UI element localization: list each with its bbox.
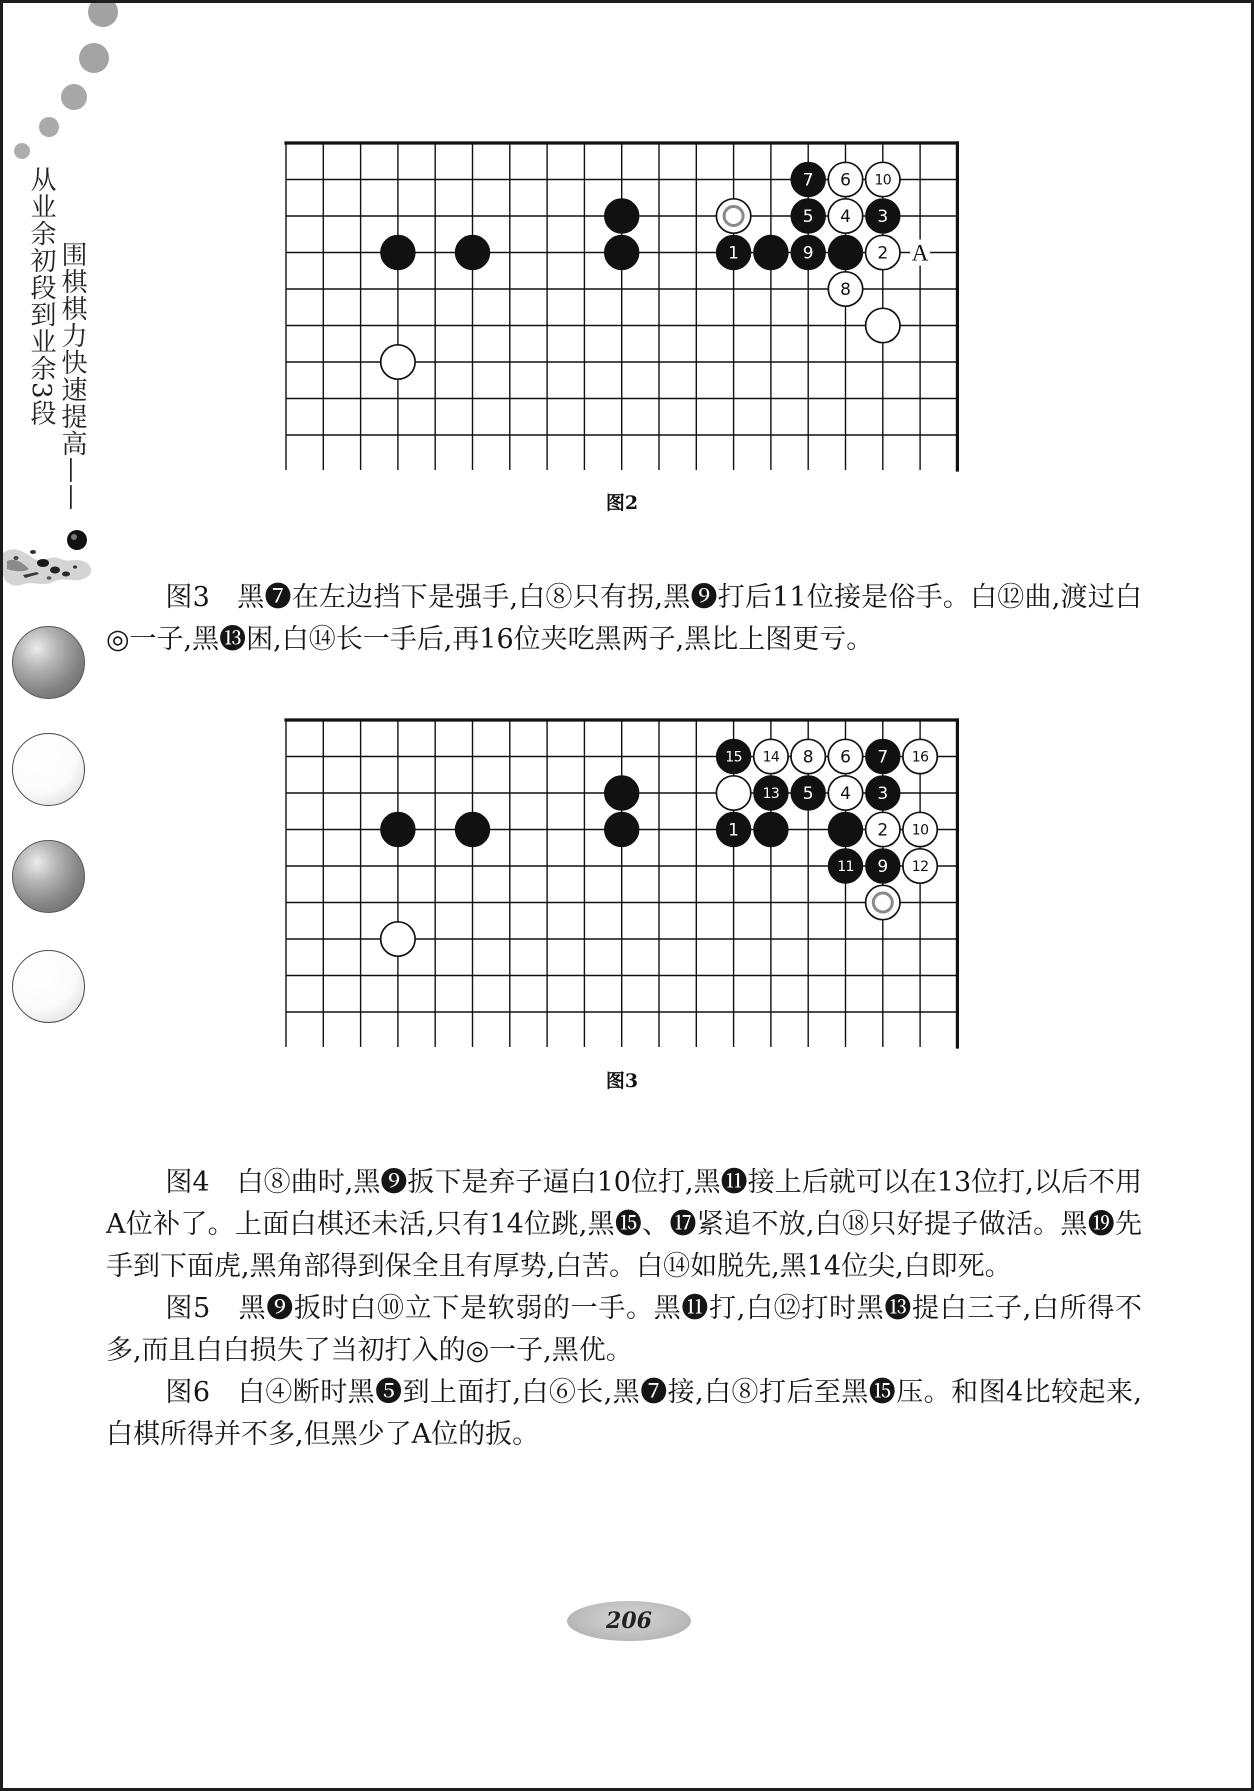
white-stone-6 bbox=[828, 739, 862, 773]
stone-move-number: 15 bbox=[725, 749, 742, 766]
black-stone bbox=[754, 235, 788, 269]
white-stone bbox=[381, 922, 415, 956]
white-stone bbox=[381, 345, 415, 379]
stone-move-number: 10 bbox=[911, 822, 929, 839]
black-stone-5 bbox=[791, 199, 825, 233]
board-label-text: A bbox=[911, 240, 929, 266]
stone-move-number: 8 bbox=[840, 280, 851, 301]
stone-move-number: 2 bbox=[877, 820, 889, 841]
white-stone-16 bbox=[903, 739, 937, 773]
black-stone-7 bbox=[791, 162, 825, 196]
black-stone bbox=[828, 812, 862, 846]
stone-move-number: 3 bbox=[877, 207, 889, 228]
page-number-badge bbox=[567, 1601, 691, 1641]
stone-move-number: 6 bbox=[840, 170, 851, 191]
white-stone-6 bbox=[828, 162, 862, 196]
stone-move-number: 1 bbox=[728, 820, 740, 841]
stone-move-number: 5 bbox=[802, 207, 814, 228]
stone-move-number: 7 bbox=[877, 747, 889, 768]
white-stone-10 bbox=[903, 812, 937, 846]
decorative-dot bbox=[39, 117, 59, 137]
body-text-top bbox=[106, 577, 1142, 661]
white-stone-10 bbox=[866, 162, 900, 196]
white-stone-2 bbox=[866, 235, 900, 269]
decorative-dot bbox=[14, 143, 30, 159]
black-stone-3 bbox=[866, 776, 900, 810]
white-stone bbox=[866, 308, 900, 342]
white-stone-8 bbox=[828, 272, 862, 306]
white-stone-12 bbox=[903, 849, 937, 883]
decorative-white-stone bbox=[12, 950, 85, 1023]
black-stone bbox=[605, 235, 639, 269]
white-stone-marked bbox=[866, 885, 900, 919]
page-number: 206 bbox=[606, 1608, 652, 1634]
paragraph-fig6: 图6 白④断时黑❺到上面打,白⑥长,黑❼接,白⑧打后至黑⓯压。和图4比较起来,白棋所得并不多,但黑少了A位的扳。 bbox=[106, 1377, 1142, 1450]
stone-move-number: 9 bbox=[877, 857, 889, 878]
black-stone-9 bbox=[866, 849, 900, 883]
go-diagram-fig2 bbox=[266, 123, 978, 483]
black-stone bbox=[455, 235, 489, 269]
stone-move-number: 13 bbox=[762, 786, 780, 803]
black-stone bbox=[381, 235, 415, 269]
stone-move-number: 1 bbox=[728, 243, 740, 264]
stone-move-number: 8 bbox=[802, 747, 814, 768]
white-stone-8 bbox=[791, 739, 825, 773]
white-stone-marked bbox=[716, 199, 750, 233]
stone-move-number: 16 bbox=[911, 749, 929, 766]
stone-move-number: 12 bbox=[911, 859, 929, 876]
decorative-gray-stone bbox=[12, 626, 85, 699]
black-stone bbox=[828, 235, 862, 269]
black-stone-5 bbox=[791, 776, 825, 810]
decorative-white-stone bbox=[12, 733, 85, 806]
decorative-dots bbox=[3, 3, 128, 168]
diagram-caption-fig3: 图3 bbox=[605, 1070, 639, 1092]
stone-move-number: 11 bbox=[837, 859, 854, 876]
white-stone-2 bbox=[866, 812, 900, 846]
black-stone-1 bbox=[716, 812, 750, 846]
go-diagram-fig3 bbox=[266, 700, 978, 1060]
stone-move-number: 4 bbox=[840, 784, 851, 805]
white-stone-4 bbox=[828, 199, 862, 233]
paragraph-fig4: 图4 白⑧曲时,黑❾扳下是弃子逼白10位打,黑⓫接上后就可以在13位打,以后不用A位补了。上面白棋还未活,只有14位跳,黑⓯、⓱紧追不放,白⑱只好提子做活。黑⓳先手到下面虎,黑角部得到保全且有厚势,白苦。白⑭如脱先,黑14位尖,白即死。 bbox=[106, 1167, 1142, 1282]
black-stone-1 bbox=[716, 235, 750, 269]
black-stone bbox=[605, 199, 639, 233]
series-title: 围棋棋力快速提高—— bbox=[57, 241, 87, 511]
black-stone bbox=[605, 812, 639, 846]
stone-move-number: 14 bbox=[762, 749, 780, 766]
book-title: 从业余初段到业余3段 bbox=[26, 166, 56, 427]
stone-move-number: 3 bbox=[877, 784, 889, 805]
stone-move-number: 2 bbox=[877, 243, 889, 264]
black-stone-11 bbox=[828, 849, 862, 883]
body-text-bottom bbox=[106, 1162, 1142, 1456]
board-label-A bbox=[910, 240, 930, 266]
white-stone-14 bbox=[754, 739, 788, 773]
decorative-gray-stone bbox=[12, 840, 85, 913]
black-stone-9 bbox=[791, 235, 825, 269]
decorative-dot bbox=[79, 43, 109, 73]
paragraph-fig5: 图5 黑❾扳时白⑩立下是软弱的一手。黑⓫打,白⑫打时黑⓭提白三子,白所得不多,而且白白损失了当初打入的◎一子,黑优。 bbox=[106, 1293, 1142, 1366]
black-stone-3 bbox=[866, 199, 900, 233]
stone-move-number: 4 bbox=[840, 207, 851, 228]
black-stone bbox=[455, 812, 489, 846]
decorative-dot bbox=[61, 84, 87, 110]
black-stone bbox=[605, 776, 639, 810]
paragraph-fig3: 图3 黑❼在左边挡下是强手,白⑧只有拐,黑❾打后11位接是俗手。白⑫曲,渡过白◎一子,黑⓭困,白⑭长一手后,再16位夹吃黑两子,黑比上图更亏。 bbox=[106, 582, 1142, 655]
black-stone-15 bbox=[716, 739, 750, 773]
stone-move-number: 9 bbox=[802, 243, 814, 264]
decorative-dot bbox=[88, 3, 118, 27]
stone-move-number: 7 bbox=[802, 170, 814, 191]
ink-splash-decoration bbox=[3, 525, 98, 595]
black-stone-7 bbox=[866, 739, 900, 773]
black-stone bbox=[381, 812, 415, 846]
white-stone-4 bbox=[828, 776, 862, 810]
black-stone bbox=[754, 812, 788, 846]
stone-move-number: 10 bbox=[874, 172, 892, 189]
stone-move-number: 6 bbox=[840, 747, 851, 768]
stone-move-number: 5 bbox=[802, 784, 814, 805]
white-stone bbox=[716, 776, 750, 810]
black-stone-13 bbox=[754, 776, 788, 810]
diagram-caption-fig2: 图2 bbox=[605, 492, 639, 514]
